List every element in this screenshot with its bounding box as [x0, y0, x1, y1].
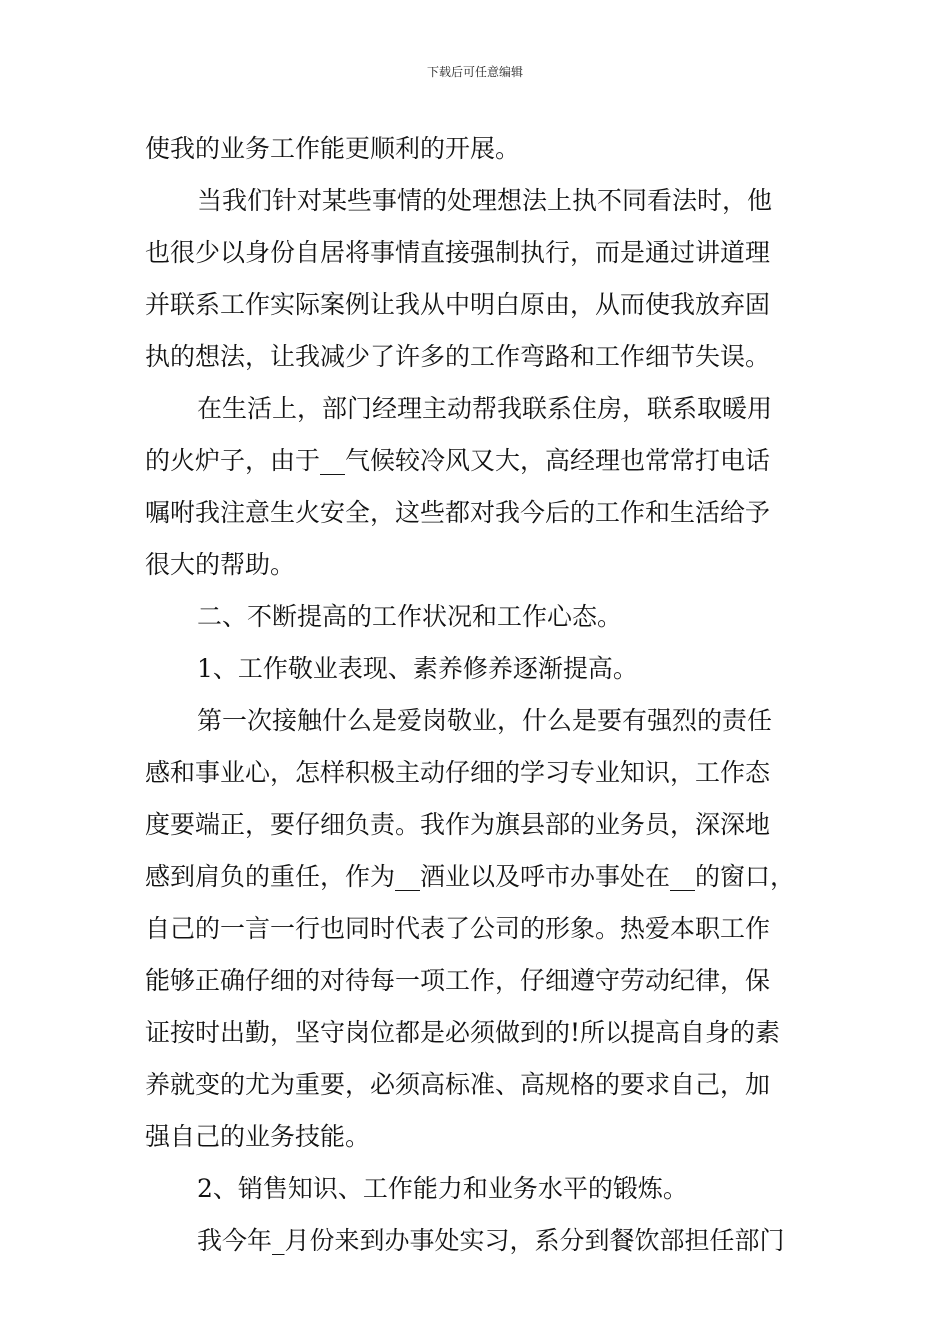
paragraph: [145, 383, 807, 591]
text-line: 养就变的尤为重要，必须高标准、高规格的要求自己，加: [145, 1070, 771, 1099]
text-line: 使我的业务工作能更顺利的开展。: [145, 134, 521, 163]
paragraph: [145, 695, 807, 1163]
paragraph: [145, 175, 807, 383]
text-line: 当我们针对某些事情的处理想法上执不同看法时，他: [197, 186, 773, 215]
text-line: 感和事业心，怎样积极主动仔细的学习专业知识，工作态: [145, 758, 771, 787]
text-line: 在生活上，部门经理主动帮我联系住房，联系取暖用: [197, 394, 773, 423]
page-header: 下载后可任意编辑: [426, 65, 523, 79]
text-line: 能够正确仔细的对待每一项工作，仔细遵守劳动纪律，保: [145, 966, 771, 995]
subsection-heading: [145, 643, 807, 695]
text-line: 第一次接触什么是爱岗敬业，什么是要有强烈的责任: [197, 706, 773, 735]
text-line: 也很少以身份自居将事情直接强制执行，而是通过讲道理: [145, 238, 771, 267]
text-line: 强自己的业务技能。: [145, 1122, 371, 1151]
text-line: 证按时出勤，坚守岗位都是必须做到的!所以提高自身的素: [145, 1018, 781, 1047]
section-heading: [145, 591, 807, 643]
document-body: [145, 123, 807, 1267]
text-line: 并联系工作实际案例让我从中明白原由，从而使我放弃固: [145, 290, 771, 319]
text-line: 自己的一言一行也同时代表了公司的形象。热爱本职工作: [145, 914, 771, 943]
text-line: 执的想法，让我减少了许多的工作弯路和工作细节失误。: [145, 342, 771, 371]
text-line: 感到肩负的重任，作为__酒业以及呼市办事处在__的窗口，: [145, 862, 796, 891]
text-line: 2、销售知识、工作能力和业务水平的锻炼。: [197, 1174, 688, 1203]
text-line: 的火炉子，由于__气候较冷风又大，高经理也常常打电话: [145, 446, 771, 475]
text-line: 1、工作敬业表现、素养修养逐渐提高。: [197, 654, 638, 683]
paragraph: [145, 123, 807, 175]
text-line: 度要端正，要仔细负责。我作为旗县部的业务员，深深地: [145, 810, 771, 839]
text-line: 嘱咐我注意生火安全，这些都对我今后的工作和生活给予: [145, 498, 771, 527]
text-line: 二、不断提高的工作状况和工作心态。: [197, 602, 623, 631]
text-line: 我今年_月份来到办事处实习，系分到餐饮部担任部门: [197, 1226, 785, 1255]
text-line: 很大的帮助。: [145, 550, 296, 579]
subsection-heading: [145, 1163, 807, 1215]
paragraph: [145, 1215, 807, 1267]
